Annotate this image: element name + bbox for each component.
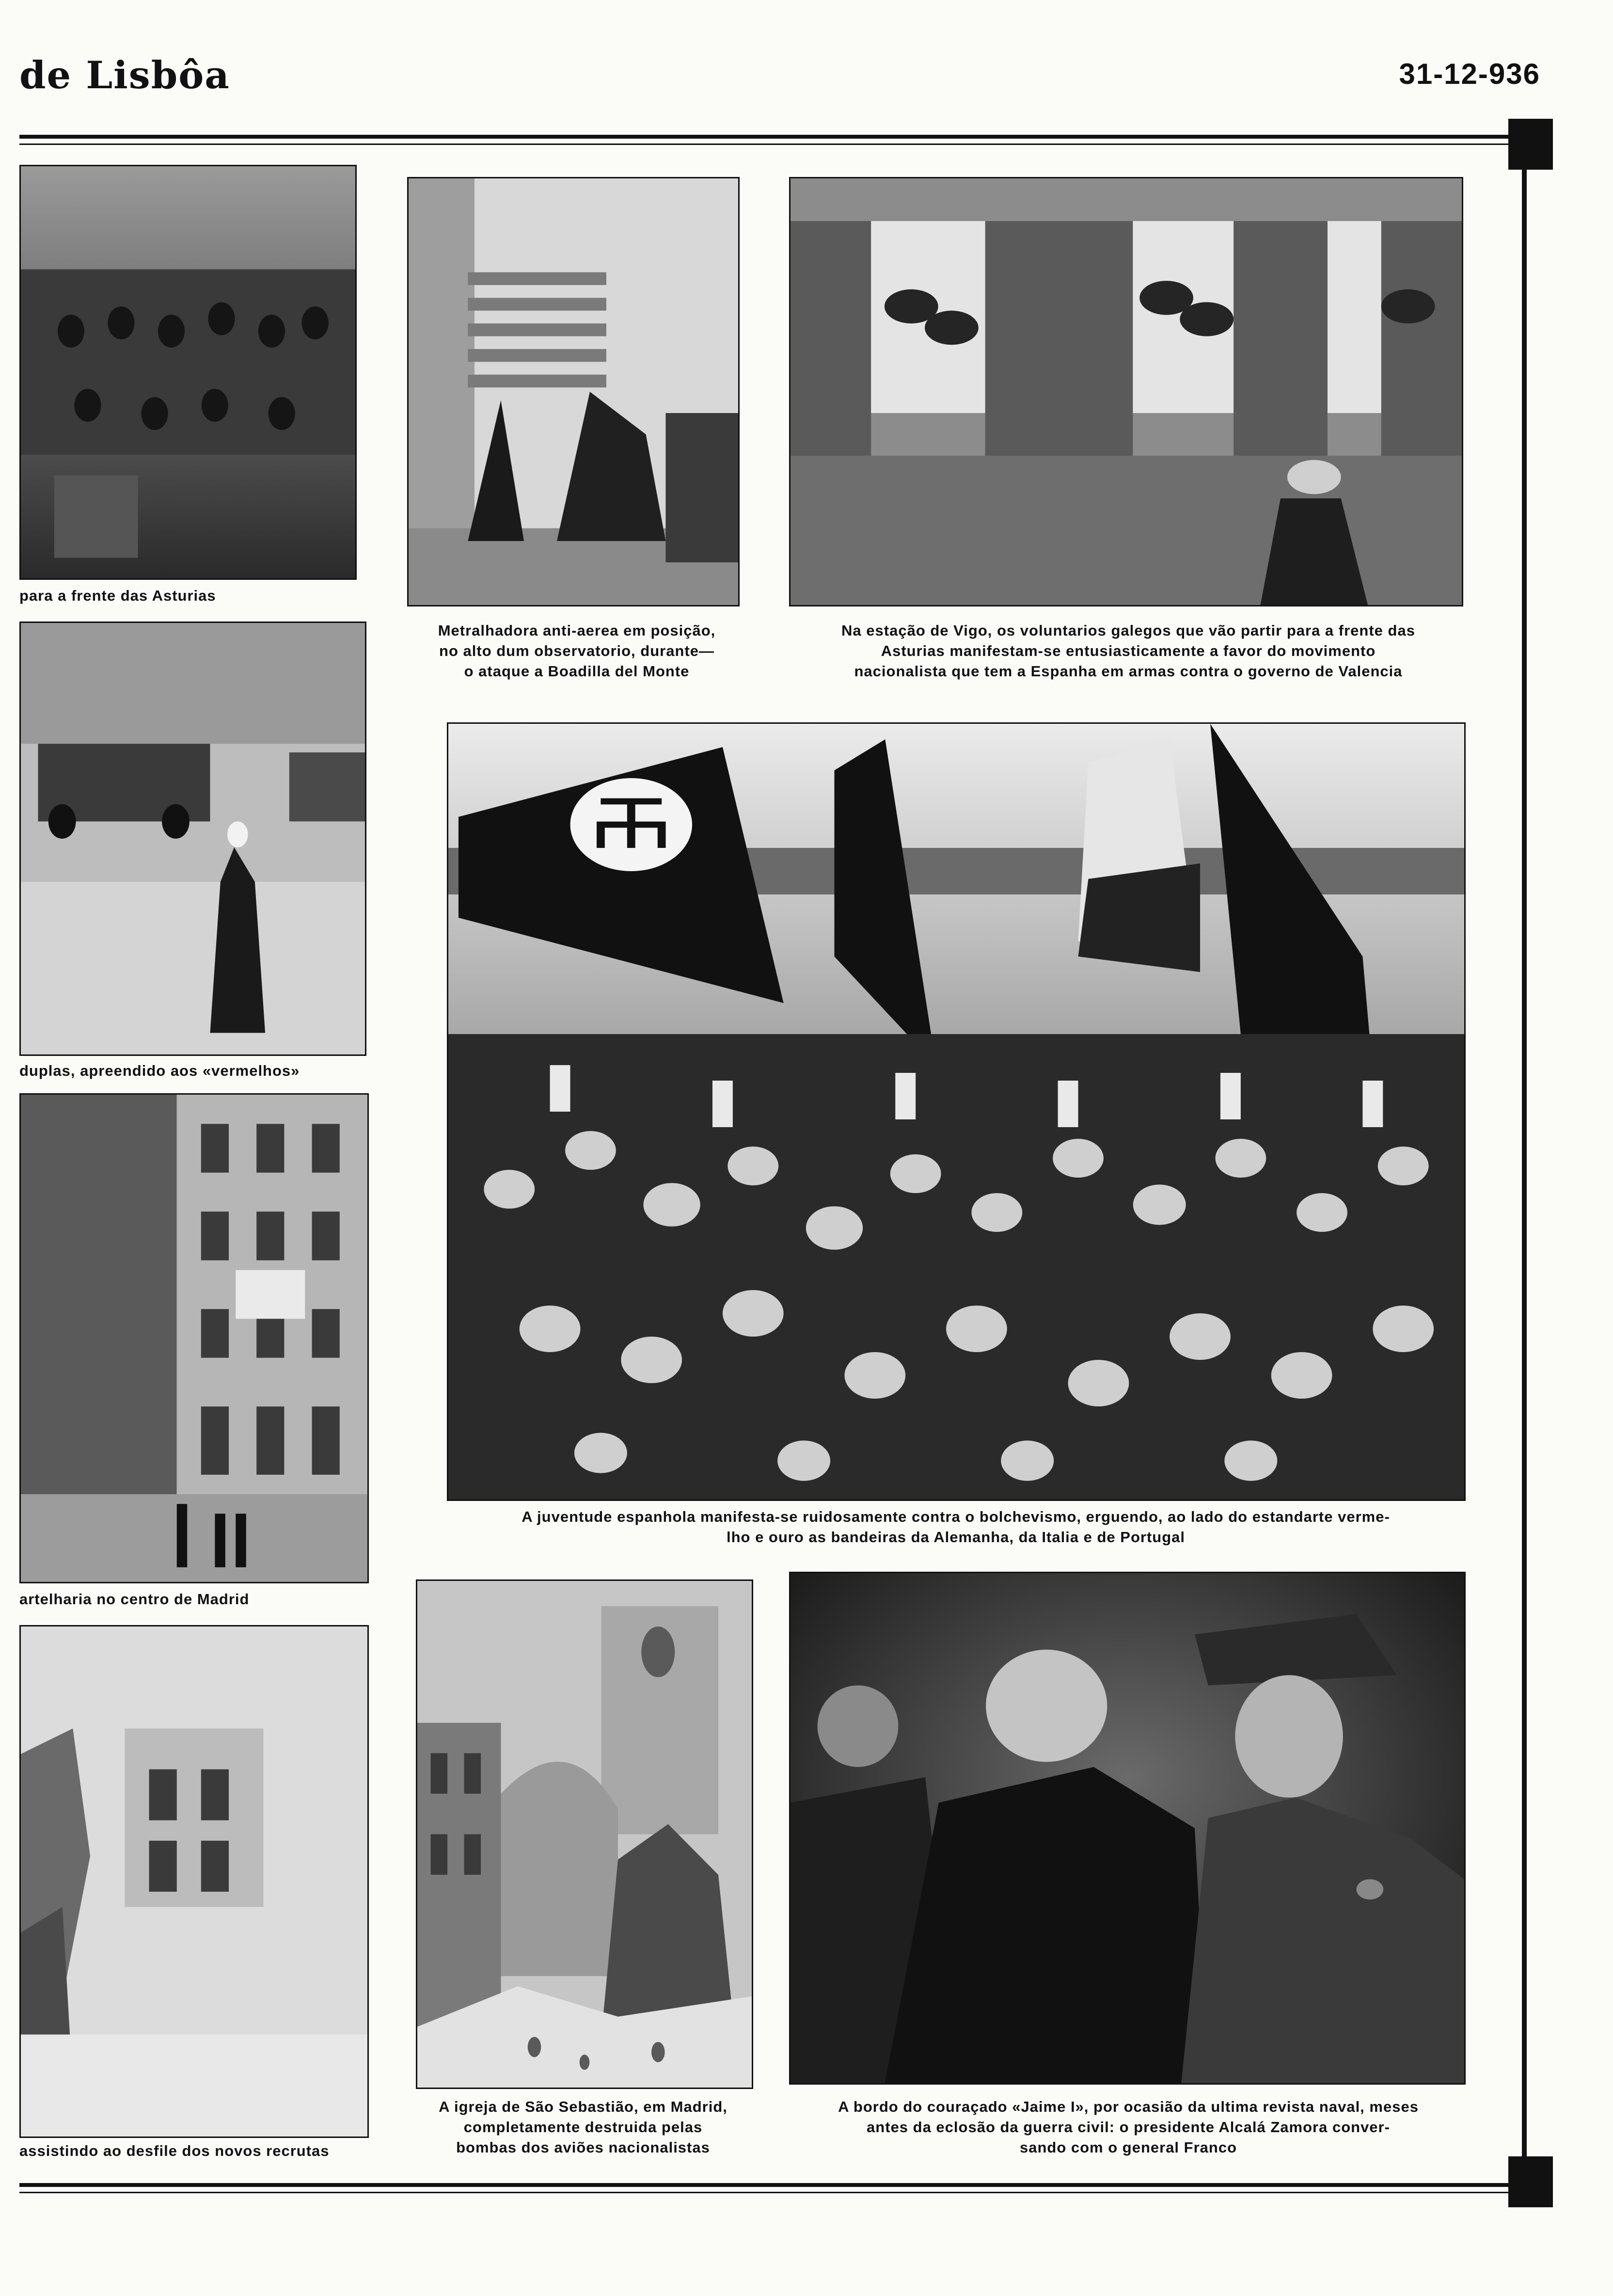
caption-anti-aircraft-gun [407, 621, 746, 682]
caption-line: A igreja de São Sebastião, em Madrid, [439, 2098, 727, 2115]
photo-vigo-station [789, 177, 1463, 606]
caption-line: completamente destruida pelas [463, 2119, 703, 2136]
caption-captured-vehicle [19, 1061, 364, 1081]
top-rule-thin [19, 144, 1512, 145]
photo-san-sebastian-church [416, 1579, 753, 2089]
bottom-rule-thin [19, 2192, 1512, 2193]
caption-line: artelharia no centro de Madrid [19, 1591, 250, 1608]
bottom-corner-block [1508, 2156, 1553, 2207]
caption-line: A bordo do couraçado «Jaime I», por ocasião da ultima revista naval, meses [838, 2098, 1419, 2115]
right-column-rule [1522, 170, 1527, 2157]
top-corner-block [1508, 119, 1553, 170]
photo-youth-flags [447, 722, 1466, 1501]
caption-vigo-station [789, 621, 1468, 682]
caption-line: sando com o general Franco [1019, 2139, 1237, 2156]
caption-line: Na estação de Vigo, os voluntarios galegos que vão partir para a frente das [841, 622, 1415, 639]
bottom-rule-thick [19, 2183, 1512, 2187]
caption-line: bombas dos aviões nacionalistas [456, 2139, 710, 2156]
caption-recruits-parade [19, 2141, 366, 2161]
caption-line: A juventude espanhola manifesta-se ruidosamente contra o bolchevismo, erguendo, ao lado do estandarte verme- [522, 1508, 1390, 1525]
caption-line: duplas, apreendido aos «vermelhos» [19, 1062, 300, 1079]
photo-madrid-artillery [19, 1093, 369, 1583]
caption-jaime-i [789, 2097, 1468, 2158]
caption-line: no alto dum observatorio, durante— [439, 642, 714, 659]
issue-date: 31-12-936 [1399, 58, 1540, 90]
caption-san-sebastian-church [406, 2097, 760, 2158]
caption-madrid-artillery [19, 1589, 366, 1610]
photo-captured-vehicle [19, 622, 366, 1056]
photo-jaime-i [789, 1572, 1466, 2085]
caption-line: nacionalista que tem a Espanha em armas contra o governo de Valencia [854, 663, 1403, 680]
newspaper-title: de Lisbôa [19, 53, 230, 97]
caption-line: Metralhadora anti-aerea em posição, [438, 622, 716, 639]
caption-line: lho e ouro as bandeiras da Alemanha, da Italia e de Portugal [726, 1529, 1186, 1546]
caption-line: antes da eclosão da guerra civil: o presidente Alcalá Zamora conver- [867, 2119, 1390, 2136]
caption-youth-flags [447, 1507, 1465, 1547]
caption-line: Asturias manifestam-se entusiasticamente a favor do movimento [881, 642, 1376, 659]
photo-asturias-troops [19, 165, 357, 580]
caption-line: o ataque a Boadilla del Monte [464, 663, 690, 680]
photo-anti-aircraft-gun [407, 177, 740, 606]
caption-line: assistindo ao desfile dos novos recrutas [19, 2142, 330, 2159]
photo-recruits-parade [19, 1625, 369, 2138]
caption-line: para a frente das Asturias [19, 587, 216, 604]
caption-asturias-troops [19, 586, 354, 606]
top-rule-thick [19, 135, 1512, 139]
